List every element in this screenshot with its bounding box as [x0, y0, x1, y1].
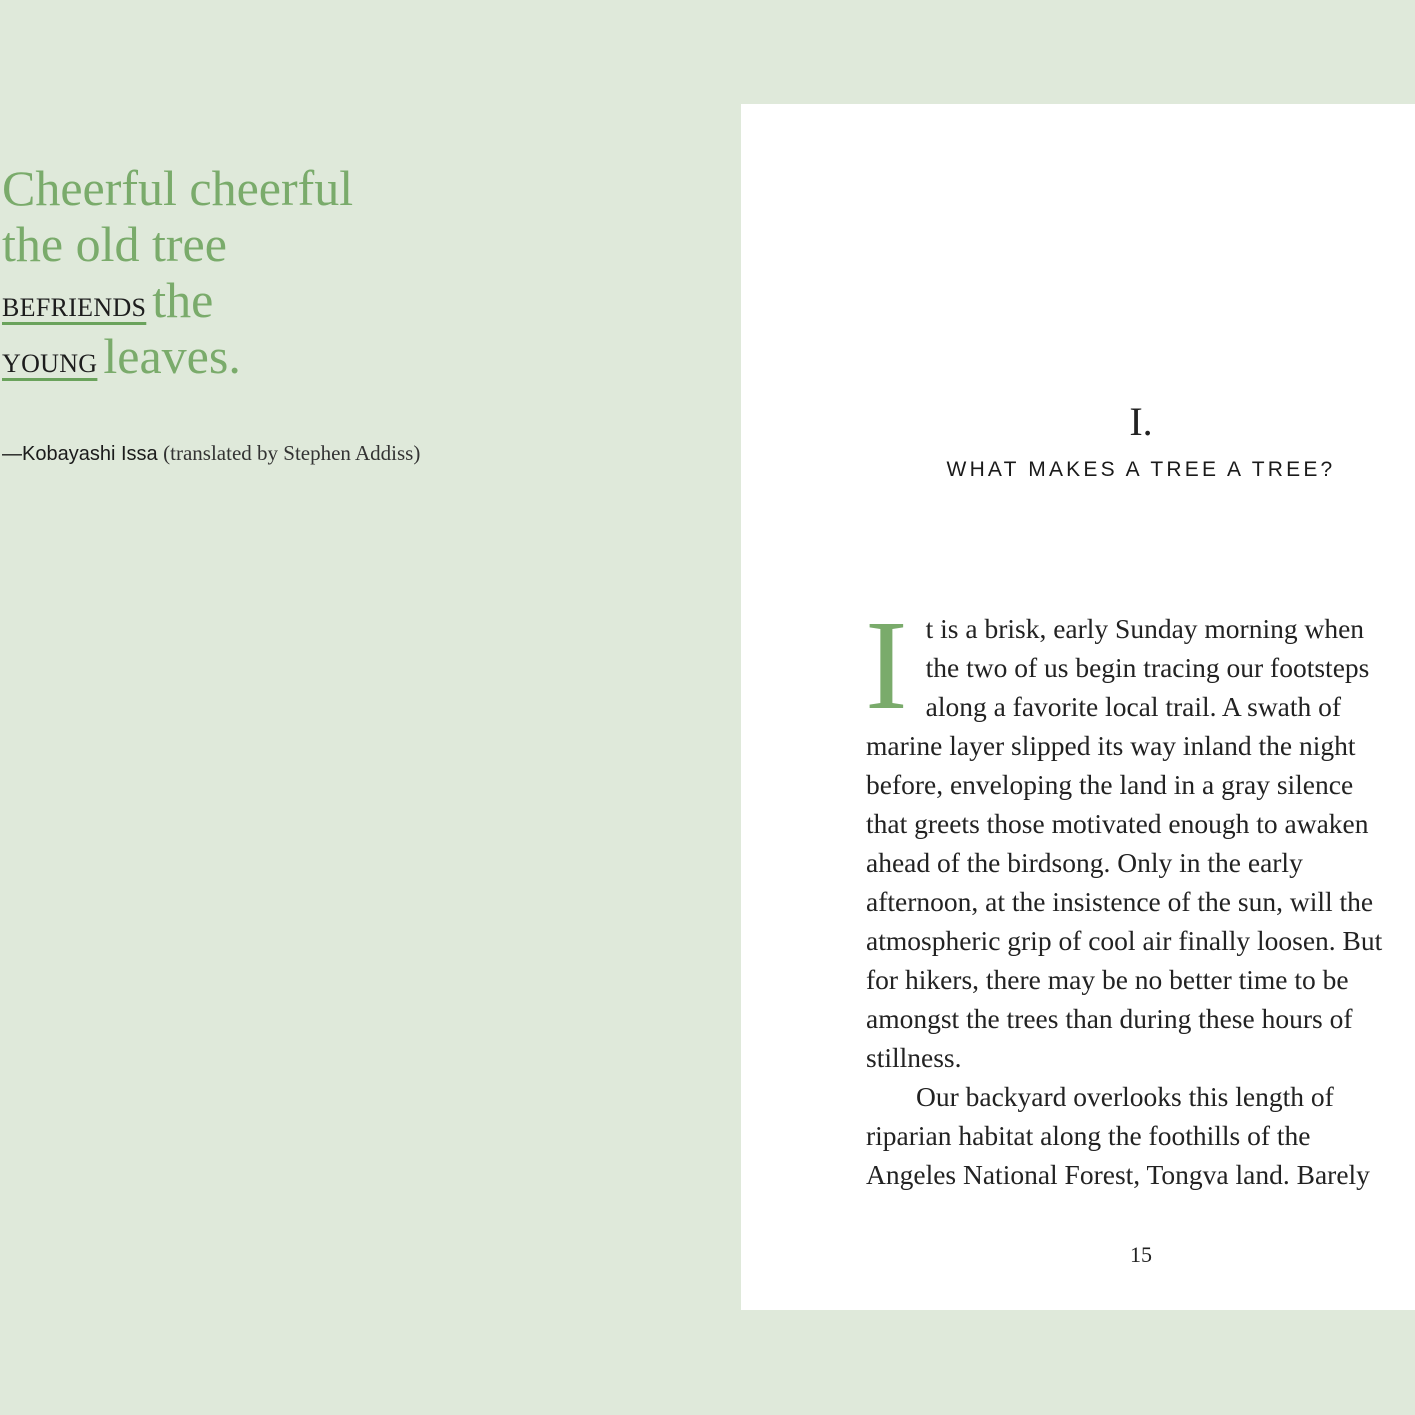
body-line: t is a brisk, early Sunday morning when	[925, 613, 1365, 644]
poem-line-3	[2, 272, 562, 328]
chapter-title: WHAT MAKES A TREE A TREE?	[946, 458, 1336, 481]
chapter-number: I.	[1129, 399, 1153, 444]
page-number: 15	[1130, 1242, 1152, 1267]
poem-line-4	[2, 328, 562, 384]
body-line: ahead of the birdsong. Only in the early	[866, 847, 1303, 878]
attribution-translator: (translated by Stephen Addiss)	[163, 441, 421, 465]
drop-cap: I	[865, 594, 908, 736]
body-text	[865, 594, 1415, 1194]
body-line: that greets those motivated enough to awaken	[866, 808, 1369, 839]
body-line: riparian habitat along the foothills of the	[866, 1120, 1311, 1151]
body-line: afternoon, at the insistence of the sun, will the	[866, 886, 1374, 917]
body-line: Angeles National Forest, Tongva land. Barely	[866, 1159, 1370, 1190]
body-line: the two of us begin tracing our footsteps	[925, 652, 1370, 683]
epigraph-poem	[2, 160, 562, 384]
poem-line-1: Cheerful cheerful	[2, 160, 354, 216]
poem-emphasis-young: YOUNG	[2, 349, 98, 378]
body-line: Our backyard overlooks this length of	[916, 1081, 1334, 1112]
poem-line-2: the old tree	[2, 216, 227, 272]
body-line: along a favorite local trail. A swath of	[925, 691, 1342, 722]
poem-emphasis-befriends: BEFRIENDS	[2, 293, 147, 322]
poem-attribution	[2, 440, 420, 466]
right-page	[741, 104, 1415, 1310]
attribution-author: —Kobayashi Issa	[2, 443, 158, 465]
poem-line-3-rest: the	[152, 272, 214, 328]
body-line: amongst the trees than during these hours of	[866, 1003, 1353, 1034]
body-line: marine layer slipped its way inland the night	[866, 730, 1356, 761]
body-line: atmospheric grip of cool air finally loosen. But	[866, 925, 1383, 956]
body-line: for hikers, there may be no better time to be	[866, 964, 1349, 995]
body-line: before, enveloping the land in a gray silence	[866, 769, 1354, 800]
poem-line-4-rest: leaves.	[103, 328, 241, 384]
body-line: stillness.	[866, 1042, 962, 1073]
